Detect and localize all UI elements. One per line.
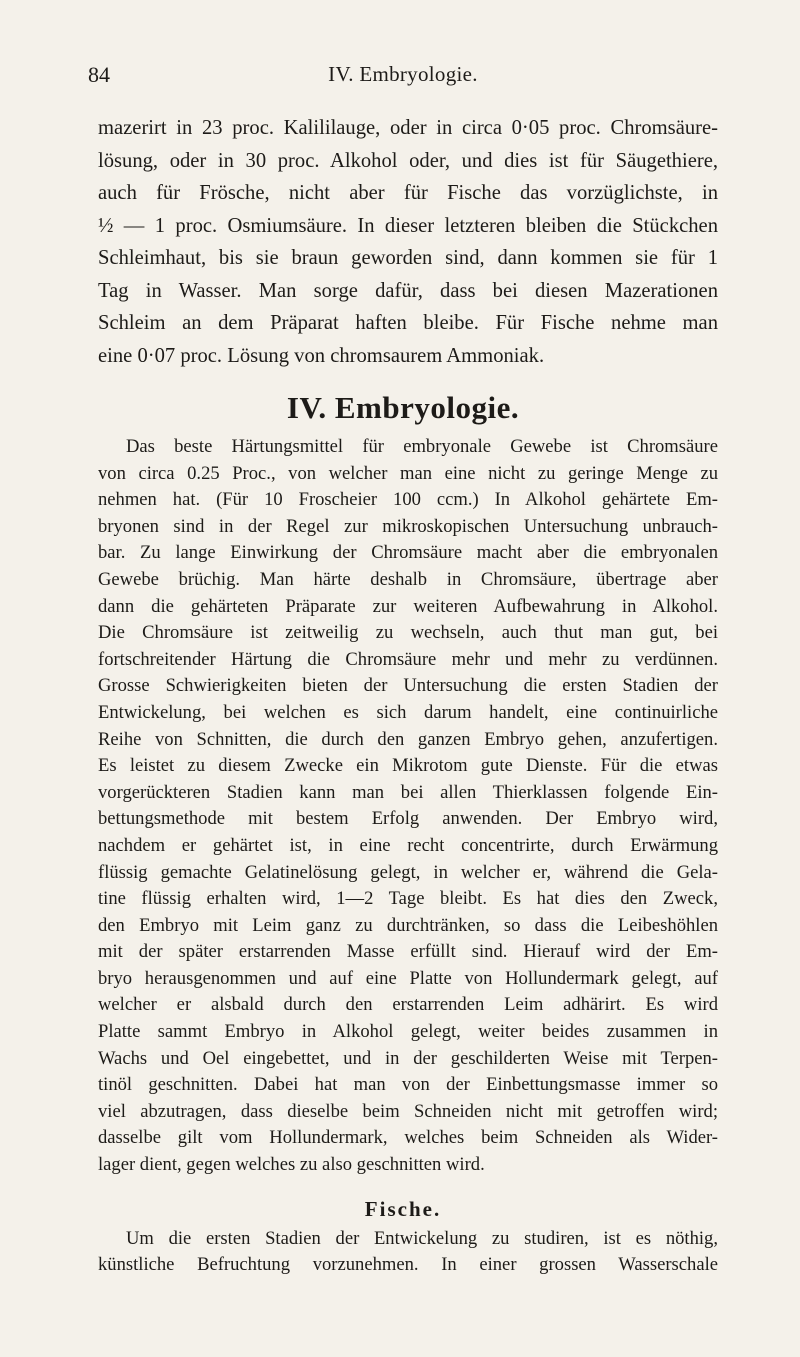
page-number: 84 bbox=[88, 62, 110, 87]
text-line: Schleim an dem Präparat haften bleibe. Für Fische nehme man bbox=[98, 312, 718, 334]
chapter-heading: IV. Embryologie. bbox=[286, 390, 520, 425]
running-title: IV. Embryologie. bbox=[328, 62, 478, 86]
paragraph-2 bbox=[98, 434, 718, 1179]
book-page bbox=[0, 62, 800, 1357]
text-line: Platte sammt Embryo in Alkohol gelegt, weiter beides zusammen in bbox=[98, 1021, 718, 1043]
text-line: mazerirt in 23 proc. Kalililauge, oder in circa 0·05 proc. Chromsäure- bbox=[98, 117, 718, 139]
text-line: bryo herausgenommen und auf eine Platte von Hollundermark gelegt, auf bbox=[98, 967, 718, 989]
text-line: viel abzutragen, dass dieselbe beim Schneiden nicht mit getroffen wird; bbox=[98, 1100, 718, 1122]
text-line: bettungsmethode mit bestem Erfolg anwenden. Der Embryo wird, bbox=[98, 808, 718, 830]
text-line: Wachs und Oel eingebettet, und in der geschilderten Weise mit Terpen- bbox=[98, 1047, 718, 1069]
text-line: lager dient, gegen welches zu also geschnitten wird. bbox=[98, 1154, 485, 1176]
text-line: Das beste Härtungsmittel für embryonale Gewebe ist Chromsäure bbox=[126, 436, 718, 457]
running-head bbox=[88, 62, 718, 98]
text-line: Gewebe brüchig. Man härte deshalb in Chromsäure, übertrage aber bbox=[98, 568, 718, 590]
text-line: Die Chromsäure ist zeitweilig zu wechseln, auch thut man gut, bei bbox=[98, 622, 718, 644]
text-line: nachdem er gehärtet ist, in eine recht concentrirte, durch Erwärmung bbox=[98, 834, 718, 856]
paragraph-3 bbox=[98, 1226, 718, 1279]
text-line: vorgerückteren Stadien kann man bei allen Thierklassen folgende Ein- bbox=[98, 781, 718, 803]
text-line: künstliche Befruchtung vorzunehmen. In einer grossen Wasserschale bbox=[98, 1254, 718, 1276]
text-line: tine flüssig erhalten wird, 1—2 Tage bleibt. Es hat dies den Zweck, bbox=[98, 888, 718, 910]
text-line: fortschreitender Härtung die Chromsäure mehr und mehr zu verdünnen. bbox=[98, 648, 718, 670]
text-line: von circa 0.25 Proc., von welcher man eine nicht zu geringe Menge zu bbox=[98, 462, 718, 484]
text-line: flüssig gemachte Gelatinelösung gelegt, in welcher er, während die Gela- bbox=[98, 861, 718, 883]
paragraph-1 bbox=[98, 112, 718, 372]
text-line: Es leistet zu diesem Zwecke ein Mikrotom gute Dienste. Für die etwas bbox=[98, 755, 718, 777]
text-line: tinöl geschnitten. Dabei hat man von der Einbettungsmasse immer so bbox=[98, 1074, 718, 1096]
text-line: Tag in Wasser. Man sorge dafür, dass bei diesen Mazerationen bbox=[98, 279, 718, 302]
text-line: Grosse Schwierigkeiten bieten der Untersuchung die ersten Stadien der bbox=[98, 675, 718, 697]
text-line: Um die ersten Stadien der Entwickelung zu studiren, ist es nöthig, bbox=[126, 1227, 718, 1249]
text-line: lösung, oder in 30 proc. Alkohol oder, und dies ist für Säugethiere, bbox=[98, 149, 718, 172]
text-line: dann die gehärteten Präparate zur weiteren Aufbewahrung in Alkohol. bbox=[98, 595, 718, 617]
text-line: Reihe von Schnitten, die durch den ganzen Embryo gehen, anzufertigen. bbox=[98, 728, 718, 750]
text-line: den Embryo mit Leim ganz zu durchtränken, so dass die Leibeshöhlen bbox=[98, 914, 718, 936]
text-line: Schleimhaut, bis sie braun geworden sind, dann kommen sie für 1 bbox=[98, 247, 718, 269]
text-line: ½ — 1 proc. Osmiumsäure. In dieser letzteren bleiben die Stückchen bbox=[98, 214, 718, 237]
text-line: eine 0·07 proc. Lösung von chromsaurem Ammoniak. bbox=[98, 344, 545, 367]
text-line: dasselbe gilt vom Hollundermark, welches beim Schneiden als Wider- bbox=[98, 1127, 718, 1149]
text-line: mit der später erstarrenden Masse erfüllt sind. Hierauf wird der Em- bbox=[98, 941, 718, 963]
text-line: nehmen hat. (Für 10 Froscheier 100 ccm.) In Alkohol gehärtete Em- bbox=[98, 489, 718, 511]
text-line: bar. Zu lange Einwirkung der Chromsäure macht aber die embryonalen bbox=[98, 542, 718, 564]
text-line: bryonen sind in der Regel zur mikroskopischen Untersuchung unbrauch- bbox=[98, 515, 718, 537]
text-line: welcher er alsbald durch den erstarrenden Leim adhärirt. Es wird bbox=[98, 994, 718, 1016]
section-subheading: Fische. bbox=[364, 1196, 442, 1221]
text-line: Entwickelung, bei welchen es sich darum handelt, eine continuirliche bbox=[98, 701, 718, 723]
text-line: auch für Frösche, nicht aber für Fische das vorzüglichste, in bbox=[98, 182, 718, 204]
